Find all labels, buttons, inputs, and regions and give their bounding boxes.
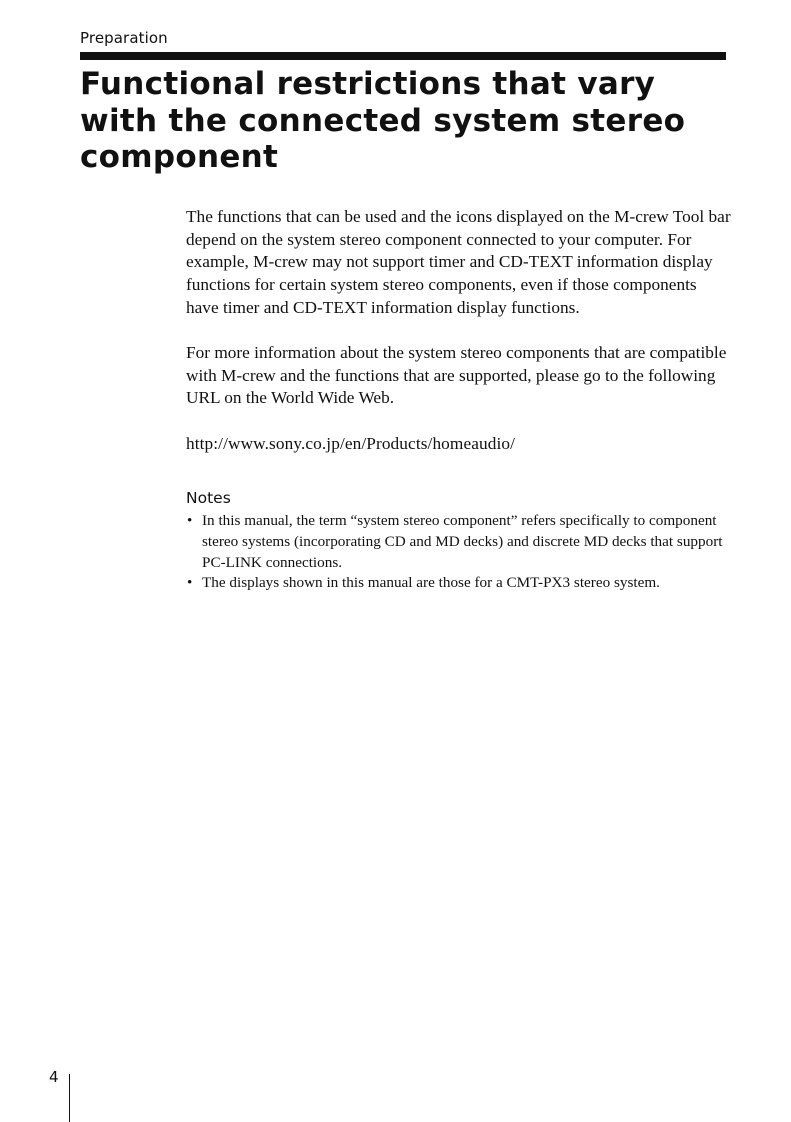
reference-url: http://www.sony.co.jp/en/Products/homeaudio/: [186, 433, 516, 453]
note-text: In this manual, the term “system stereo component” refers specifically to component stereo systems (incorporating CD and MD decks) and discrete MD decks that support PC-LINK connections.: [202, 512, 723, 571]
note-item: [186, 511, 731, 573]
body-content: [186, 206, 731, 594]
footer-divider: [69, 1074, 70, 1122]
bullet-icon: •: [187, 512, 193, 530]
intro-paragraph: The functions that can be used and the icons displayed on the M-crew Tool bar depend on the system stereo component connected to your computer. For example, M-crew may not support timer and CD-TEXT information display functions for certain system stereo components, even if those components have timer and CD-TEXT information display functions.: [186, 207, 731, 317]
bullet-icon: •: [187, 574, 193, 592]
page-number: 4: [49, 1068, 59, 1086]
section-label: Preparation: [80, 29, 168, 47]
section-divider: [80, 52, 726, 60]
note-text: The displays shown in this manual are those for a CMT-PX3 stereo system.: [202, 574, 660, 592]
more-info-paragraph: For more information about the system stereo components that are compatible with M-crew and the functions that are supported, please go to the following URL on the World Wide Web.: [186, 343, 727, 408]
notes-heading: Notes: [186, 489, 231, 508]
note-item: [186, 573, 731, 594]
notes-list: [186, 511, 731, 594]
page-title: Functional restrictions that vary with the connected system stereo component: [80, 66, 686, 175]
